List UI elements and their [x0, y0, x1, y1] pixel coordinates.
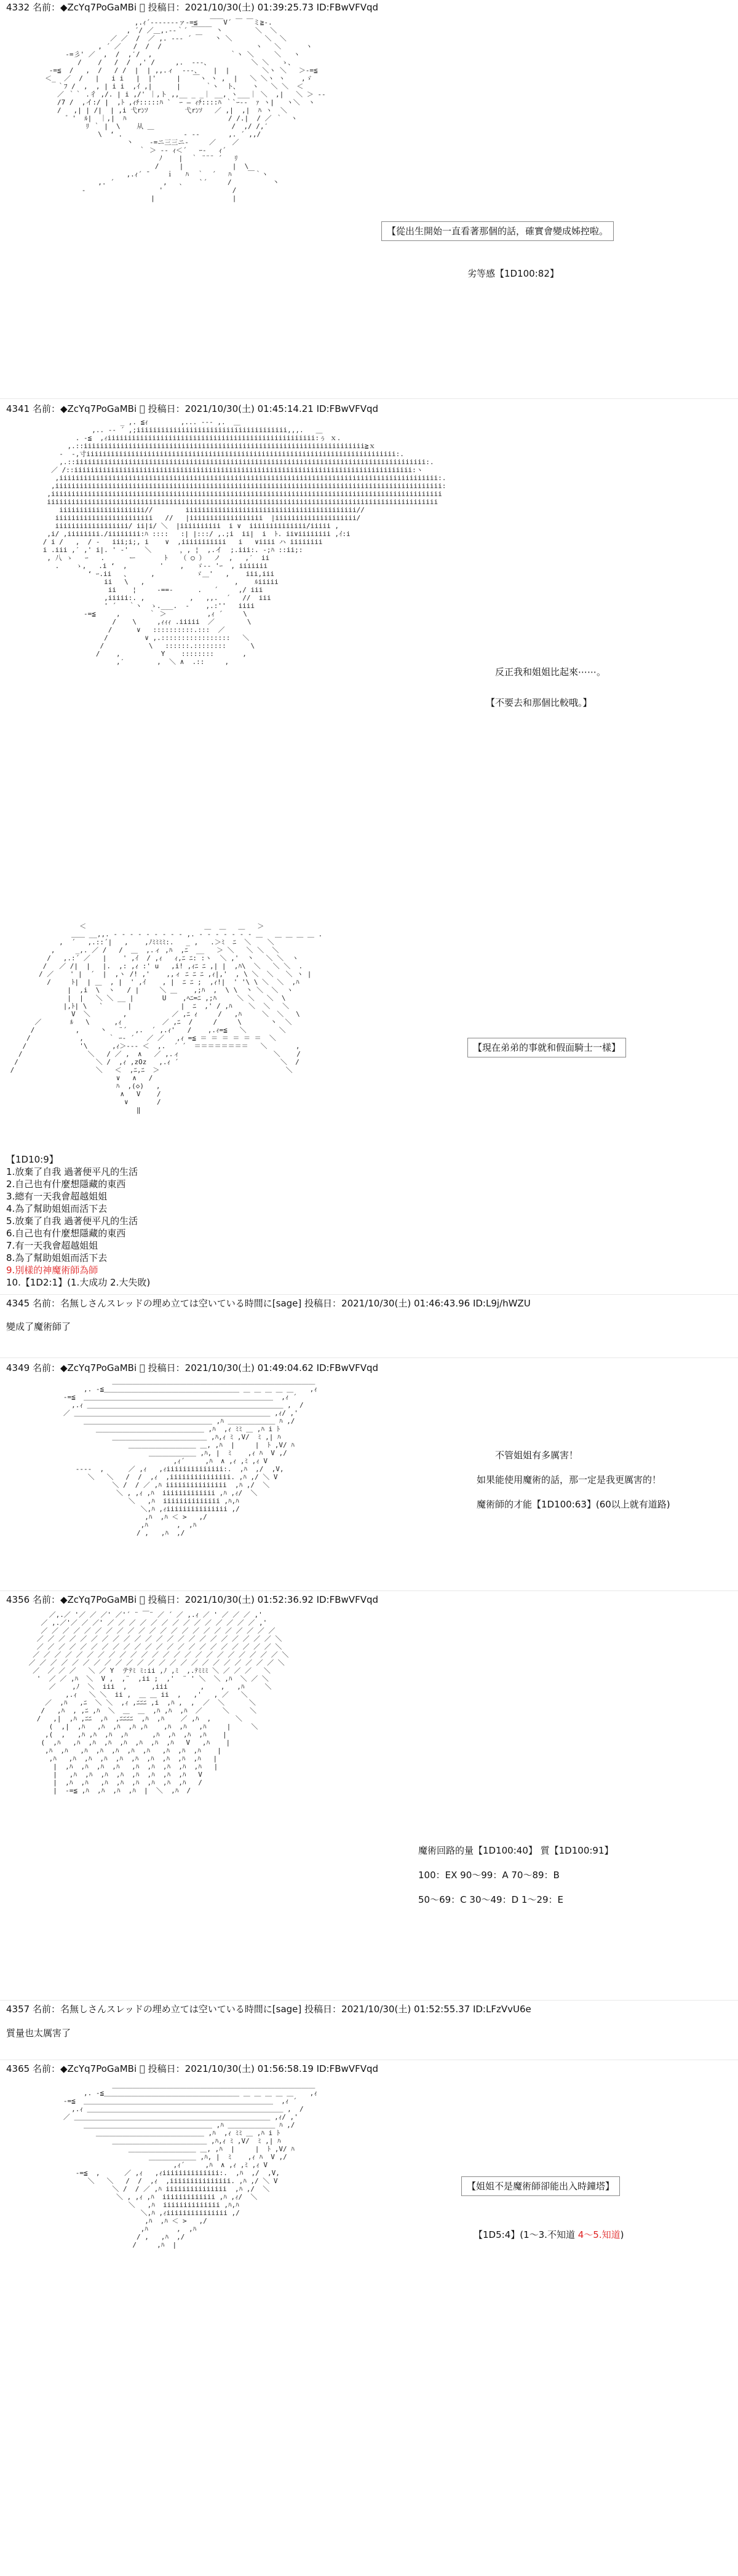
post-separator — [0, 398, 738, 399]
speech-bubble-4341: 【現在弟弟的事就和假面騎士一樣】 — [467, 1038, 626, 1057]
choice-item: 8.為了幫助姐姐而活下去 — [6, 1252, 108, 1263]
post-body-4345: 變成了魔術師了 — [6, 1321, 71, 1332]
speech-bubble-4365: 【姐姐不是魔術師卻能出入時鐘塔】 — [461, 2176, 620, 2196]
roll-label-4332: 劣等感【1D100:82】 — [467, 268, 559, 279]
post-separator — [0, 1590, 738, 1591]
speech-bubble-4332: 【從出生開始一直看著那個的話，確實會變成姊控啦。 — [381, 221, 614, 241]
ascii-art-4341-b: ＜ ＿ ＿ ＿ ＞ ＿＿ __,,. ‐ ‐ ‐ ‐ ‐ ‐ ‐ ‐ ‐ ,. ‐ ‐ ‐ ‐ ‐ ‐ ‐ ＿ ＿ ＿ ＿ ＿ . , ´ ,.::´| , ,ﾉﾐﾐﾐﾐ:. _ , .＞ﾐ ﾆ ＼ ＼ , _,. ／ / / ＿ ,.ィ ,ﾊ ,ﾆ __ ＞ ＼ ＼ ＼ ＼ / ,.:´ ／ | ' ,ｲ / ,ｨ ｨ,ﾆ ﾆ: :ヽ ＼ ,' 丶 ＼ ＼ ヽ / ／ /| | |. ,: ,ｨ :' u ,i! ,ｨﾆ ﾆ ,| | ,ﾊ\ ＼ ＼ ＼ . / ／ ' | ´ | ,ヽ /! ,' ,,ィ ﾆ ﾆ ﾆ ,ｨ|,' , \ ＼ ＼ ＼ ヽ | / ﾄ| | ＿ , | ' ,ｲ , | ﾆ ﾆ ; ,ｨ!| ' '\ \ ＼ ＼ ,ﾊ | ,i \ ヽ / | ＼ ＿ ,;ﾊ , \ \ 丶 ＼ ＼ ヽ | | ＼ ＼ __ | U ,ﾍﾆ=ﾆ ,;ﾊ ＼ ＼ ＼ \ |,ﾄ| \ ` | | ﾆ ,' / ,ﾊ ＼ ＼ ＼ V ＼ , ／ ,ﾆ ｨ / ,ﾊ ＼ ＼ \ ／ ﾙ \ ,ｨ ／ ,ﾆ / / \ 丶 ＼ / , 丶 ¨´ ,. ´ ,.ｨ' / ,.ｨ=≦ ＼ ＼ / , ｀ ｰ‐ ´ ／ ／ ,ｨ =≦ ＝ ＝ ＝ ＝ ＝ ＝ ＼ / '\ ,ｨ＞‐‐‐ ＜ ,. ´ ´ ＝＝＝＝＝＝＝＝ ＼ , / ＼ / ／ , ∧ ／ ,.ィ ＼ / / ＼ / ,ｨ ,zOz ,.ｨ ´ ＼ / / ＼ ＜ ,ﾆ,ﾆ ＞ ＼ ∨ ∧ / ﾊ ,(◇) , ∧ V / ∨ / ‖ — [10, 922, 323, 1114]
ascii-art-4365: ＿＿＿＿＿＿＿＿＿＿＿＿＿＿＿＿＿＿＿＿＿＿＿＿＿＿＿＿＿＿ ,. ‐≦＿＿＿＿＿＿＿＿＿＿＿＿＿＿＿＿＿＿＿＿ ＿ ＿ ＿ ＿ ＿ ,ｨ ‐=≦ ＿＿＿＿＿＿＿＿＿＿＿＿＿＿＿＿＿＿＿＿＿＿＿＿＿＿＿＿ ,ｨ ´ ,.ｨ ＿＿＿＿＿＿＿＿＿＿＿＿＿＿＿＿＿＿＿＿＿＿＿＿＿＿＿＿＿ , / ／ ＿＿＿＿＿＿＿＿＿＿＿＿＿＿＿＿＿＿＿＿＿＿＿＿＿＿＿＿＿ ,ｨ/ ,' ＿＿＿＿＿＿＿＿＿＿＿＿＿＿＿＿＿＿＿ ,ﾊ ＿＿＿＿＿＿＿ ﾊ ,/ ＿＿＿＿＿＿＿＿＿＿＿＿＿＿＿＿ ,ﾊ ,ｨ ﾐﾐ ＿ ,ﾊ i ﾄ ＿＿＿＿＿＿＿＿＿＿＿＿＿＿ ,ﾊ,ｨ ﾐ ,V/ ﾐ ,| ﾊ ＿＿＿＿＿＿＿＿＿＿ ＿, ,ﾊ | | ﾄ ,V/ ﾊ ＿＿＿＿＿＿＿ ,ﾊ, | ﾐ ,ｨ ﾊ V ,/ ,ｨ´ ,ﾊ ∧ ,ｨ ,ﾐ ,ｨ V ‐=≦ , ／ ,ｨ ,ｨiiiiiiiiiiiiii:. ,ﾊ ,/ ,V, ＼ ＼ / / ,ｨ ,iiiiiiiiiiiiiii. ,ﾊ ,/ ＼ V ＼ / / ／ ,ﾊ iiiiiiiiiiiiiii ,ﾊ ,/ ＼ ＼ , ,ｨ ,ﾊ iiiiiiiiiiiii ,ﾊ ,ｨ/ ＼ ＼ ,ﾊ iiiiiiiiiiiiii ,ﾊ,ﾊ ＼,ﾊ ,ｨiiiiiiiiiiiiiii ,/ ,ﾊ ,ﾊ ＜ > ,/ ,ﾊ , ,ﾊ / , ,ﾊ ,/ / ,ﾊ | — [63, 2081, 317, 2249]
roll-title-4341: 【1D10:9】 — [6, 1154, 58, 1165]
post-body-4357: 質量也太厲害了 — [6, 2028, 71, 2039]
choice-item-selected: 9.別樣的神魔術師為師 — [6, 1265, 98, 1276]
post-header-4365: 4365 名前：◆ZcYq7PoGaMBi ⃞ 投稿日：2021/10/30(土) 01:56:58.19 ID:FBwVFVqd — [6, 2063, 378, 2074]
dialog-line-4349-1: 不管姐姐有多厲害！ — [495, 1450, 579, 1461]
choice-item: 7.有一天我會超越姐姐 — [6, 1240, 98, 1251]
choice-list-4341 — [6, 1166, 150, 1289]
dialog-line-4341-1: 反正我和姐姐比起來⋯⋯。 — [495, 666, 606, 678]
choice-item: 3.總有一天我會超越姐姐 — [6, 1191, 108, 1202]
choice-item: 1.放棄了自我 過著便平凡的生活 — [6, 1166, 138, 1177]
post-header-4345: 4345 名前：名無しさんスレッドの埋め立ては空いている時間に[sage] 投稿日：2021/10/30(土) 01:46:43.96 ID:L9j/hWZU — [6, 1298, 531, 1309]
roll-text: 【1D5:4】(1〜3.不知道 — [474, 2229, 575, 2240]
post-header-4332: 4332 名前：◆ZcYq7PoGaMBi ⃞ 投稿日：2021/10/30(土) 01:39:25.73 ID:FBwVFVqd — [6, 2, 378, 13]
roll-line-4365 — [474, 2229, 624, 2241]
choice-item: 10.【1D2:1】(1.大成功 2.大失敗) — [6, 1277, 151, 1288]
post-separator — [0, 1357, 738, 1358]
dialog-line-4349-3: 魔術師的才能【1D100:63】(60以上就有道路) — [477, 1499, 670, 1510]
ascii-art-4341: _ ,. ≦ｨ ,... ‐‐‐ ,. ＿ ,.. ‐‐ ´ ,;iiiiiiiiiiiiiiiiiiiiiiiiiiiiiiiiiiiii,,,. ＿ . ‐≦ ,ｨiiiiiiiiiiiiiiiiiiiiiiiiiiiiiiiiiiiiiiiiiiiiiiiiiii:ぅ ｘ. ,.::iiiiiiiiiiiiiiiiiiiiiiiiiiiiiiiiiiiiiiiiiiiiiiiiiiiiiiiiiiiiiiiiiiiii≧ｘ ‐ ‐,寸iiiiiiiiiiiiiiiiiiiiiiiiiiiiiiiiiiiiiiiiiiiiiiiiiiiiiiiiiiiiiiiiiiiiiiiiiiii:. ,.::iiiiiiiiiiiiiiiiiiiiiiiiiiiiiiiiiiiiiiiiiiiiiiiiiiiiiiiiiiiiiiiiiiiiiiiiiiiiiiiiiiiiii:. ／ /::iiiiiiiiiiiiiiiiiiiiiiiiiiiiiiiiiiiiiiiiiiiiiiiiiiiiiiiiiiiiiiiiiiiiiiiiiiiiiiiiiii:ヽ ,iiiiiiiiiiiiiiiiiiiiiiiiiiiiiiiiiiiiiiiiiiiiiiiiiiiiiiiiiiiiiiiiiiiiiiiiiiiiiiiiiiiiiiiiiiiii:. ,iiiiiiiiiiiiiiiiiiiiiiiiiiiiiiiiiiiiiiiiiiiiiiiiiiiiiiiiiiiiiiiiiiiiiiiiiiiiiiiiiiiiiiiiiiiiiii: ,iiiiiiiiiiiiiiiiiiiiiiiiiiiiiiiiiiiiiiiiiiiiiiiiiiiiiiiiiiiiiiiiiiiiiiiiiiiiiiiiiiiiiiiiiiiiiiii iiiiiiiiiiiiiiiiiiiiiiiiiiiiiiiiiiiiiiiiiiiiiiiiiiiiiiiiiiiiiiiiiiiiiiiiiiiiiiiiiiiiiiiiiiiiiiii iiiiiiiiiiiiiiiiiiiii// iiiiiiiiiiiiiiiiiiiiiiiiiiiiiiiiiiiiiiiiii// iiiiiiiiiiiiiiiiiiiiiiii // |iiiiiiiiiiiiiiiiii |iiiiiiiiiiiiiiiiiiii/ iiiiiiiiiiiiiiiiii/ ii|i/ ＼ |iiiiiiiiii i ∨ iiiiiiiiiiiiii/iiiii , ,i/ ,iiiiiiii./iiiiiiii:ﾊ :::: :| |:::/ ,.;i ii| i ﾄ. ii∨iiiiiiii ,ｲ:i / i / , / ‐ iii;i;, i ∨ ,iiiiiiiiiii i ∨iiii ハ iiiiiiii i .iii ,′ ,' i|. ' ‐' ＼ ，, ¦ ,.イ ;.iii:. ‐;ﾊ ::ii;: , 八 ゝ ｰ . ー ﾄ （ ○ ） ノ , ,′ ii . ゝ, .i ‘ , ' , ゞ‐‐ 'ｰ , iiiiiii ‘ ｰ.ii 、 , ゞ＿' , iii,iii ii \ , , ﾙiiiii ii ¦ ‐==‐ . ´ ,/ iii ,iiiii:. , , ,,. ´ // iii ' ´ ｀ヽ ゝ.___. ‐ ,.:'' iiii ‐=≦ , ｀ ＞ ,ｨ ´ \ / \ ,ｨｨｨ .iiiii ／ \ / ∨ ::::::::::.::: ／ / ∨ ,.::::::::::::::::: ＼ / \ ::::::.:::::::: \ / , Y :::::::: , ,′ , ＼ ∧ .:: , — [42, 418, 446, 666]
roll-text-highlight: 4〜5.知道 — [577, 2229, 621, 2240]
dialog-line-4341-2: 【不要去和那個比較哦。】 — [486, 697, 592, 708]
post-header-4349: 4349 名前：◆ZcYq7PoGaMBi ⃞ 投稿日：2021/10/30(土) 01:49:04.62 ID:FBwVFVqd — [6, 1362, 378, 1373]
dialog-line-4356-2: 100：EX 90〜99：A 70〜89：B — [418, 1870, 560, 1881]
ascii-art-4349: ＿＿＿＿＿＿＿＿＿＿＿＿＿＿＿＿＿＿＿＿＿＿＿＿＿＿＿＿＿＿ ,. ‐≦＿＿＿＿＿＿＿＿＿＿＿＿＿＿＿＿＿＿＿＿ ＿ ＿ ＿ ＿ ＿ ,ｨ ‐=≦ ＿＿＿＿＿＿＿＿＿＿＿＿＿＿＿＿＿＿＿＿＿＿＿＿＿＿＿＿ ,ｨ ´ ,.ｨ ＿＿＿＿＿＿＿＿＿＿＿＿＿＿＿＿＿＿＿＿＿＿＿＿＿＿＿＿＿ , / ／ ＿＿＿＿＿＿＿＿＿＿＿＿＿＿＿＿＿＿＿＿＿＿＿＿＿＿＿＿＿ ,ｨ/ ,' ＿＿＿＿＿＿＿＿＿＿＿＿＿＿＿＿＿＿＿ ,ﾊ ＿＿＿＿＿＿＿ ﾊ ,/ ＿＿＿＿＿＿＿＿＿＿＿＿＿＿＿＿ ,ﾊ ,ｨ ﾐﾐ ＿ ,ﾊ i ﾄ ＿＿＿＿＿＿＿＿＿＿＿＿＿＿ ,ﾊ,ｨ ﾐ ,V/ ﾐ ,| ﾊ ＿＿＿＿＿＿＿＿＿＿ ＿, ,ﾊ | | ﾄ ,V/ ﾊ ＿＿＿＿＿＿＿ ,ﾊ, | ﾐ ,ｨ ﾊ V ,/ ,ｨ´ ,ﾊ ∧ ,ｨ ,ﾐ ,ｨ V ‐‐‐‐ , ／ ,ｨ ,ｨiiiiiiiiiiiiii:. ,ﾊ ,/ ,V, ＼ ＼ / / ,ｨ ,iiiiiiiiiiiiiii. ,ﾊ ,/ ＼ V ＼ / / ／ ,ﾊ iiiiiiiiiiiiiii ,ﾊ ,/ ＼ ＼ , ,ｨ ,ﾊ iiiiiiiiiiiii ,ﾊ ,ｨ/ ＼ ＼ ,ﾊ iiiiiiiiiiiiii ,ﾊ,ﾊ ＼,ﾊ ,ｨiiiiiiiiiiiiiii ,/ ,ﾊ ,ﾊ ＜ > ,/ ,ﾊ , ,ﾊ / , ,ﾊ ,/ — [63, 1377, 317, 1537]
dialog-line-4349-2: 如果能使用魔術的話，那一定是我更厲害的！ — [477, 1474, 662, 1485]
post-header-4356: 4356 名前：◆ZcYq7PoGaMBi ⃞ 投稿日：2021/10/30(土) 01:52:36.92 ID:FBwVFVqd — [6, 1594, 378, 1605]
post-header-4341: 4341 名前：◆ZcYq7PoGaMBi ⃞ 投稿日：2021/10/30(土) 01:45:14.21 ID:FBwVFVqd — [6, 403, 378, 414]
dialog-line-4356-3: 50〜69：C 30〜49：D 1〜29：E — [418, 1894, 564, 1905]
choice-item: 6.自己也有什麼想隱藏的東西 — [6, 1228, 126, 1239]
dialog-line-4356-1: 魔術回路的量【1D100:40】 質【1D100:91】 — [418, 1845, 614, 1856]
choice-item: 2.自己也有什麼想隱藏的東西 — [6, 1179, 126, 1190]
choice-item: 4.為了幫助姐姐而活下去 — [6, 1203, 108, 1214]
post-header-4357: 4357 名前：名無しさんスレッドの埋め立ては空いている時間に[sage] 投稿日：2021/10/30(土) 01:52:55.37 ID:LFzVvU6e — [6, 2004, 531, 2015]
post-separator — [0, 1294, 738, 1295]
choice-item: 5.放棄了自我 過著便平凡的生活 — [6, 1215, 138, 1227]
ascii-art-4332: ,.ｨ´‐‐‐‐‐‐‐ァ‐=≦ ￣￣V´ ￣ ￣ミ≧‐. , ´/ ／＿,.-‐｀´ ￣￣￣ 丶 ＼ ＼ ／ ／ / ／ ,. -‐‐ ´ ￣ 丶 ＼ ＼ ＼ , ´ ／ / / / ヽ ＼ ヽ ‐=彡' ／ , / ,′/ , ｀ヽ ＼ ＼ ヽ / / / / ,' / ,. ‐‐‐、 ＼ ＼ ゝ、 ‐=≦ / , / / / | | ,,.ィ ‐‐‐、 | | ＼ヽ ＼ ＞‐=≦ ＜_ ／ / | i i | |' | ￣ヽ ヽ , | ＼ ＼ヽ ヽ ,ゞ ｀ﾌ / , , | i i ,ｲ ,| | ｀ヽ ト、 ヽ ＼ ＼ ＜ ／ ｀｀ .彳 ,/. | i ,/' ｜,ト ,,__ _ _｜ __, ヽ___｜ ＼ ,| ＼ ＞ ‐‐ /7 / ,イ:/ | ,ﾄ ,ｨﾁ:::::ﾊ ` ｰ ― ｨﾁ::::ﾊ ｀`ｰ‐- ｧ ヽ| ヽ＼ ヽ / ,| | /| | ,i 弋rﾝｿ 弋rﾝｿ ／ ,| ,| ﾊ ヽ ＼ ゛' ﾙ| ｜,| ﾊ / /.| / ／ ｀ ヽ ﾘ ｀ | \ 从 ＿ / ,/ /,′ \ ‘ . ‐ ‐‐ ,. ´ ,,/ 丶 ‐=ニ三三ニ‐ ／ ／ ｀ ＞ ‐‐ ｨ＜´ ｰ‐ ｨ´ ﾉ | ｀ ¨¨¨ ´ ﾘ / | | \ ,.ｨ´ ̄ ｉ ﾊ ｀ ´ ﾊ ￣｀ヽ ,. ´ , ､ `´ / 丶 ‐ ' / | | — [45, 18, 326, 202]
roll-text-end: ) — [620, 2229, 624, 2240]
ascii-art-4356: ／,.／ '／ ／ ／' ／'´ ¨ ￣¨ ／ ´ ／ ,.ｨ ／ ' ／ ／ ／ ,' ／ ,.／'／ ／ ／' ／ ／ ／ ／ ／ ／ ／ ／ ／ ／ ／ ／ ／ ／ ,' ／ ／ ／ ／ ／ ／ ／ ／ ／ ／ ／ ／ ／ ／ ／ ／ ／ ／ ／ ／ ／ ／ ／ ／ ／ ／ ／ ／ ／ ／ ／ ／ ／ ／ ／ ／ ／ ／ ／ ／ ／ ／ ／ ／ ＼ ／ ／ ／ ／ ／ ／ ／ ／ ／ ／ ／ ／ ／ ／ ／ ／ ／ ／ ／ ／ ／ ／ ＼ ／ ／ ／ ／ ／ ／ ／ ／ ／ ／ ／ ／ ／ ／ ／ ／ ／ ／ ／ ／ ／ ／ ／ ＼ ／ ／ ／ ／ ／ ／ ／ ／ ／ ／ ／ ／ ／ ／ ／ ／ ／ ／ ／ ／ ／ ／ ／ ＼ ／ ／ ／ ／ ＼ ／ Y テﾃﾐ ﾐ:ii ,ﾉ ,ﾐ ,.ﾃﾐﾐﾐ ＼ ／ ／ ／ ＼ ' ／ ／ ,ﾊ ＼ V , ,¨ ,ii ; ,' ¨ ' ＼ ＼ ,ﾊ ＼ ／ ＼ ／ ,ﾉ ＼ iii , ,iii , , ,ﾊ ＼ ,.ｨ ＼ ＼ ii , ＿ ＿ ii , ,' , ／ ＼ ／ ,ﾊ ,ﾆ ＼ ＼ ,ｨ ,ﾆﾆﾆ ,i ,ﾊ , , ／ ＼ ＼ / ,ﾊ , ,ﾆ ,ﾊ ＼ ＿ ＿ ,ﾊ ,ﾊ ,ﾊ ／ ＼ ＼ / ,| ,ﾊ ,ﾆﾆ ,ﾊ ,ﾆﾆﾆﾆ ,ﾊ ,ﾊ ／ ,ﾊ , ＼ ( ,| ,ﾊ ,ﾊ ,ﾊ ,ﾊ ,ﾊ ,ﾊ ,ﾊ ,ﾊ | ＼ ,( , ,ﾊ ,ﾊ ,ﾊ ,ﾊ ,ﾊ ,ﾊ ,ﾊ ,ﾊ | ( ,ﾊ ,ﾊ ,ﾊ ,ﾊ ,ﾊ ,ﾊ ,ﾊ ,ﾊ V ,ﾊ | ,ﾊ ,ﾊ ,ﾊ ,ﾊ ,ﾊ ,ﾊ ,ﾊ ,ﾊ ,ﾊ ,ﾊ | ,ﾊ ,ﾊ ,ﾊ ,ﾊ ,ﾊ ,ﾊ ,ﾊ ,ﾊ ,ﾊ ,ﾊ | | ,ﾊ ,ﾊ ,ﾊ ,ﾊ ,ﾊ ,ﾊ ,ﾊ ,ﾊ ,ﾊ | | ,ﾊ ,ﾊ ,ﾊ ,ﾊ ,ﾊ ,ﾊ ,ﾊ ,ﾊ V | ,ﾊ ,ﾊ ,ﾊ ,ﾊ ,ﾊ ,ﾊ ,ﾊ ,ﾊ / | -=≦ ,ﾊ ,ﾊ ,ﾊ ,ﾊ | ＼ ,ﾊ / — [28, 1611, 289, 1795]
post-separator — [0, 2000, 738, 2001]
